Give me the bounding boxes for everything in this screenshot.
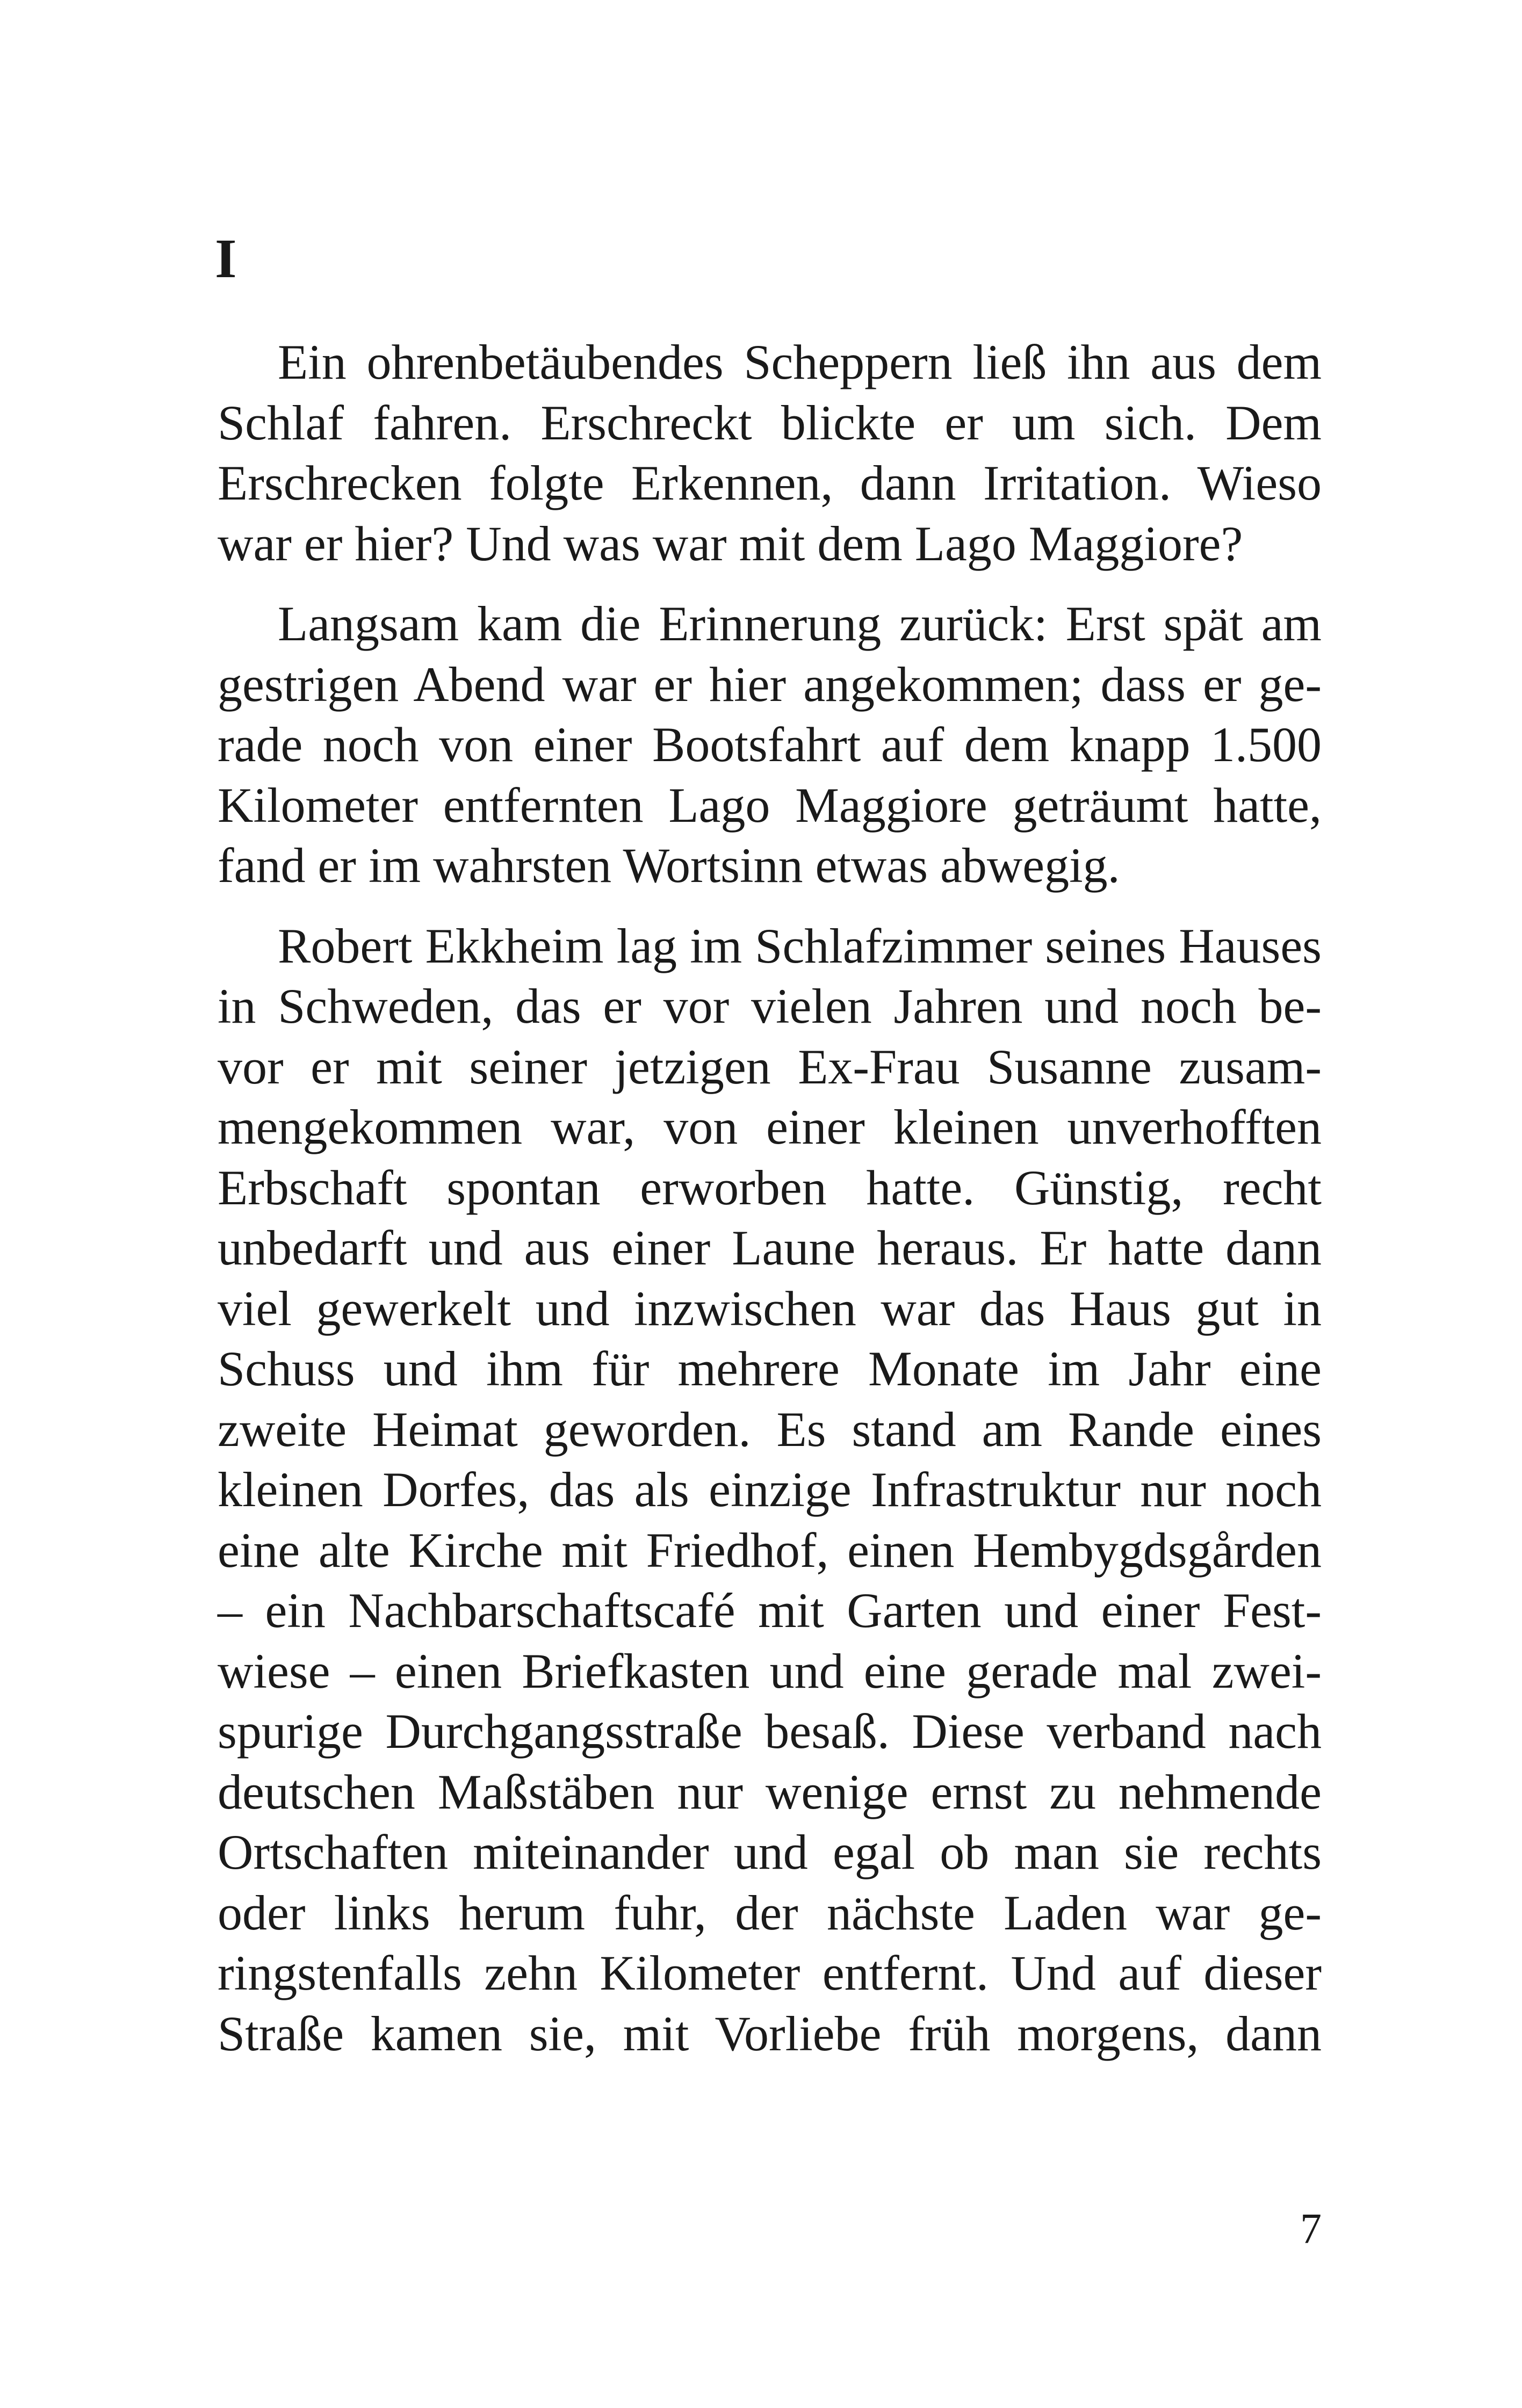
text-line: Robert Ekkheim lag im Schlafzimmer seines Hauses: [278, 918, 1322, 973]
text-line: viel gewerkelt und inzwischen war das Haus gut in: [218, 1281, 1322, 1336]
text-line: Schlaf fahren. Erschreckt blickte er um sich. Dem: [218, 395, 1322, 450]
text-line: mengekommen war, von einer kleinen unverhofften: [218, 1100, 1322, 1154]
text-line: ringstenfalls zehn Kilometer entfernt. Und auf dieser: [218, 1946, 1322, 2000]
text-line: vor er mit seiner jetzigen Ex-Frau Susanne zusam-: [218, 1039, 1322, 1094]
text-line: – ein Nachbarschaftscafé mit Garten und einer Fest-: [218, 1583, 1322, 1638]
chapter-heading: I: [215, 228, 237, 290]
text-line: spurige Durchgangsstraße besaß. Diese verband nach: [218, 1704, 1322, 1759]
text-line: Straße kamen sie, mit Vorliebe früh morgens, dann: [218, 2006, 1322, 2061]
text-line: Ortschaften miteinander und egal ob man sie rechts: [218, 1825, 1322, 1879]
page-number: 7: [1300, 2205, 1322, 2253]
text-line: Kilometer entfernten Lago Maggiore geträumt hatte,: [218, 777, 1322, 833]
text-line: war er hier? Und was war mit dem Lago Maggiore?: [218, 516, 1243, 571]
paragraph-2: [218, 594, 1322, 896]
text-line: Ein ohrenbetäubendes Scheppern ließ ihn aus dem: [278, 335, 1322, 389]
paragraph-3: [218, 916, 1322, 2064]
text-line: wiese – einen Briefkasten und eine gerade mal zwei-: [218, 1643, 1322, 1698]
text-line: deutschen Maßstäben nur wenige ernst zu nehmende: [218, 1764, 1322, 1819]
text-line: in Schweden, das er vor vielen Jahren und noch be-: [218, 979, 1322, 1033]
text-line: Schuss und ihm für mehrere Monate im Jahr eine: [218, 1341, 1322, 1396]
text-line: eine alte Kirche mit Friedhof, einen Hembygdsgården: [218, 1522, 1322, 1578]
text-line: fand er im wahrsten Wortsinn etwas abwegig.: [218, 838, 1120, 893]
paragraph-1: [218, 332, 1322, 574]
text-line: rade noch von einer Bootsfahrt auf dem knapp 1.500: [218, 717, 1322, 772]
text-line: unbedarft und aus einer Laune heraus. Er hatte dann: [218, 1220, 1322, 1275]
text-line: gestrigen Abend war er hier angekommen; dass er ge-: [218, 656, 1322, 712]
text-line: Erschrecken folgte Erkennen, dann Irritation. Wieso: [218, 455, 1322, 510]
text-line: kleinen Dorfes, das als einzige Infrastruktur nur noch: [218, 1462, 1322, 1517]
body-text: [218, 332, 1322, 2084]
text-line: oder links herum fuhr, der nächste Laden war ge-: [218, 1885, 1322, 1940]
text-line: Erbschaft spontan erworben hatte. Günstig, recht: [218, 1160, 1322, 1215]
text-line: Langsam kam die Erinnerung zurück: Erst spät am: [278, 596, 1322, 651]
text-line: zweite Heimat geworden. Es stand am Rande eines: [218, 1401, 1322, 1457]
